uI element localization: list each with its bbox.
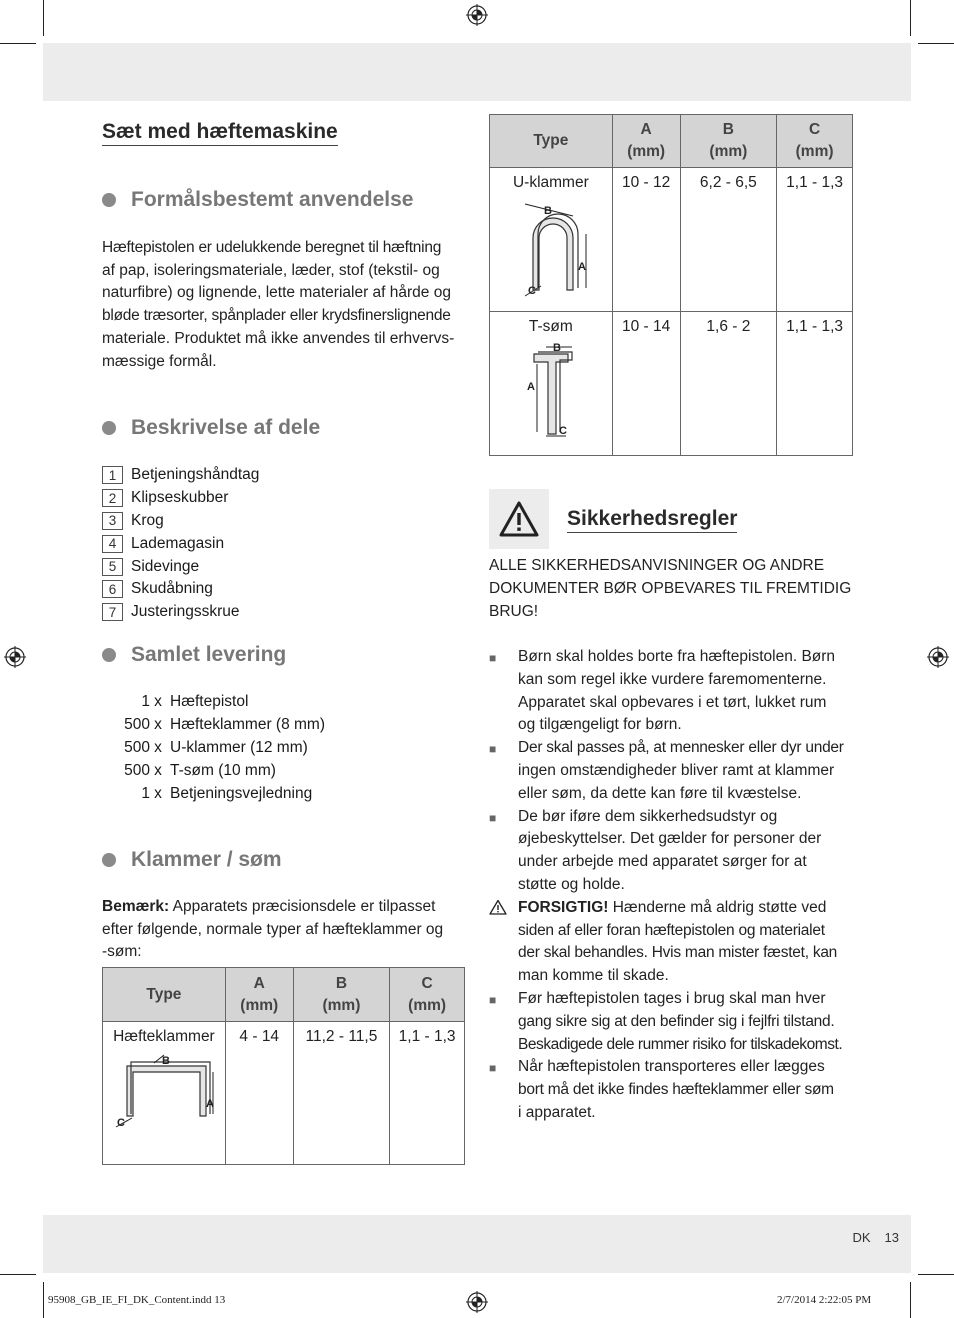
part-number: 1 [102,466,123,484]
table-header-type: Type [490,115,613,168]
square-bullet-icon: ■ [489,651,497,665]
section-heading-parts: Beskrivelse af dele [102,416,320,440]
crop-mark [0,1274,36,1275]
list-item: 1 x Hæftepistol [141,693,249,711]
list-item: FORSIGTIG! Hænderne må aldrig støtte ved siden af eller foran hæftepistolen og materialet der skal behandles. Hvis man mister fæstet, kan man komme til skade. [489,897,855,988]
delivery-list [102,691,325,805]
section-heading-intended-use: Formålsbestemt anvendelse [102,188,413,212]
page-number [838,1230,899,1245]
safety-intro: ALLE SIKKERHEDSANVISNINGER OG ANDRE DOKUMENTER BØR OPBEVARES TIL FREMTIDIG BRUG! [489,557,852,620]
section-heading-staples: Klammer / søm [102,848,282,872]
table-cell-type: Hæfteklammer B A C [103,1022,226,1165]
page-number-value: 13 [884,1230,899,1245]
svg-text:A: A [526,381,535,393]
svg-text:C: C [558,425,567,437]
table-header-a: A (mm) [612,115,680,168]
list-item: ■ Når hæftepistolen transporteres eller lægges bort må det ikke findes hæfteklammer eller søm i apparatet. [489,1056,855,1124]
crop-mark [43,0,44,36]
list-item: 1 x Betjeningsvejledning [141,784,313,802]
bullet-dot-icon [102,853,116,867]
table-row [490,312,853,456]
part-number: 2 [102,489,123,507]
crop-mark [910,1282,911,1318]
table-cell-b: 6,2 - 6,5 [680,168,777,312]
svg-text:B: B [161,1055,170,1067]
list-item [102,464,259,487]
table-cell-a: 10 - 14 [612,312,680,456]
bullet-dot-icon [102,648,116,662]
u-staple-icon [511,198,591,298]
square-bullet-icon: ■ [489,742,497,757]
crop-mark [910,0,911,36]
t-nail-icon [516,342,586,442]
header-band [43,43,911,101]
part-label: Klipseskubber [131,489,229,507]
part-number: 7 [102,603,123,621]
list-item [102,578,259,601]
parts-list [102,464,259,624]
table-row [103,1022,465,1165]
table-cell-a: 10 - 12 [612,168,680,312]
list-item: 500 x T-søm (10 mm) [124,761,276,779]
part-number: 3 [102,512,123,530]
list-item: ■ Før hæftepistolen tages i brug skal man hver gang sikre sig at den befinder sig i fejlfri tilstand. Beskadigede dele rummer risiko for tilskadekomst. [489,988,855,1056]
table-cell-c: 1,1 - 1,3 [777,312,853,456]
caution-label: FORSIGTIG! [518,898,609,916]
staple-icon [114,1052,214,1132]
nail-spec-table [489,114,853,456]
part-label: Krog [131,511,164,529]
section-heading-delivery: Samlet levering [102,643,286,667]
language-code: DK [852,1230,871,1245]
svg-text:C: C [116,1117,125,1129]
table-cell-b: 11,2 - 11,5 [293,1022,390,1165]
crop-mark [918,1274,954,1275]
intended-use-text: Hæftepistolen er udelukkende beregnet til hæftning af pap, isoleringsmateriale, læder, stof (tekstil- og naturfibre) og lignende, lette materialer af hårde og bløde træsorter, spånplader eller krydsfinerslignende materiale. Produktet må ikke anvendes til erhvervs- mæssige formål. [102,239,455,370]
table-cell-c: 1,1 - 1,3 [777,168,853,312]
safety-heading: Sikkerhedsregler [567,507,737,533]
warning-box [489,489,549,549]
list-item [102,487,259,510]
square-bullet-icon: ■ [489,1061,497,1076]
part-label: Lademagasin [131,534,225,552]
registration-mark-icon [927,646,949,668]
bullet-dot-icon [102,193,116,207]
slug-file: 95908_GB_IE_FI_DK_Content.indd 13 [48,1294,226,1306]
page-title: Sæt med hæftemaskine [102,120,338,146]
list-item: 500 x U-klammer (12 mm) [124,738,308,756]
footer-band [43,1215,911,1273]
list-item [102,532,259,555]
table-header-c: C (mm) [777,115,853,168]
svg-text:A: A [577,261,586,273]
crop-mark [918,43,954,44]
part-label: Justeringsskrue [131,603,240,621]
staple-spec-table [102,967,465,1165]
part-number: 6 [102,580,123,598]
list-item [102,555,259,578]
svg-text:C: C [527,285,536,297]
safety-bullets [489,646,855,1125]
part-label: Skudåbning [131,580,213,598]
table-cell-a: 4 - 14 [225,1022,293,1165]
table-row [490,168,853,312]
list-item: 500 x Hæfteklammer (8 mm) [124,716,326,734]
table-cell-b: 1,6 - 2 [680,312,777,456]
table-cell-type: U-klammer B A C [490,168,613,312]
table-header-type: Type [103,968,226,1022]
table-cell-c: 1,1 - 1,3 [390,1022,465,1165]
registration-mark-icon [466,4,488,26]
part-label: Betjeningshåndtag [131,466,260,484]
bullet-dot-icon [102,421,116,435]
table-header-b: B (mm) [680,115,777,168]
square-bullet-icon: ■ [489,992,497,1007]
part-number: 5 [102,558,123,576]
table-header-b: B (mm) [293,968,390,1022]
crop-mark [0,43,36,44]
staples-note: Bemærk: Apparatets præcisionsdele er tilpasset efter følgende, normale typer af hæfteklammer og -søm: [102,898,444,961]
note-label: Bemærk: [102,898,170,915]
table-header-c: C (mm) [390,968,465,1022]
svg-text:B: B [543,205,552,217]
warning-small-icon [489,897,518,988]
table-cell-type: T-søm B A C [490,312,613,456]
part-number: 4 [102,535,123,553]
part-label: Sidevinge [131,557,200,575]
registration-mark-icon [466,1291,488,1313]
slug-date: 2/7/2014 2:22:05 PM [777,1294,872,1306]
svg-text:A: A [205,1098,214,1110]
list-item [102,601,259,624]
list-item: ■ Der skal passes på, at mennesker eller dyr under ingen omstændigheder bliver ramt at klammer eller søm, da dette kan føre til kvæstelse. [489,737,855,805]
registration-mark-icon [4,646,26,668]
table-header-a: A (mm) [225,968,293,1022]
svg-text:B: B [552,342,561,354]
crop-mark [43,1282,44,1318]
warning-triangle-icon [498,500,540,538]
list-item: ■ De bør iføre dem sikkerhedsudstyr og øjebeskyttelser. Det gælder for personer der under arbejde med apparatet sørger for at støtte og holde. [489,806,855,897]
square-bullet-icon: ■ [489,810,497,825]
list-item [102,510,259,533]
list-item: ■ Børn skal holdes borte fra hæftepistolen. Børn kan som regel ikke vurdere faremomenterne. Apparatet skal opbevares i et tørt, lukket rum og tilgængeligt for børn. [489,646,855,737]
